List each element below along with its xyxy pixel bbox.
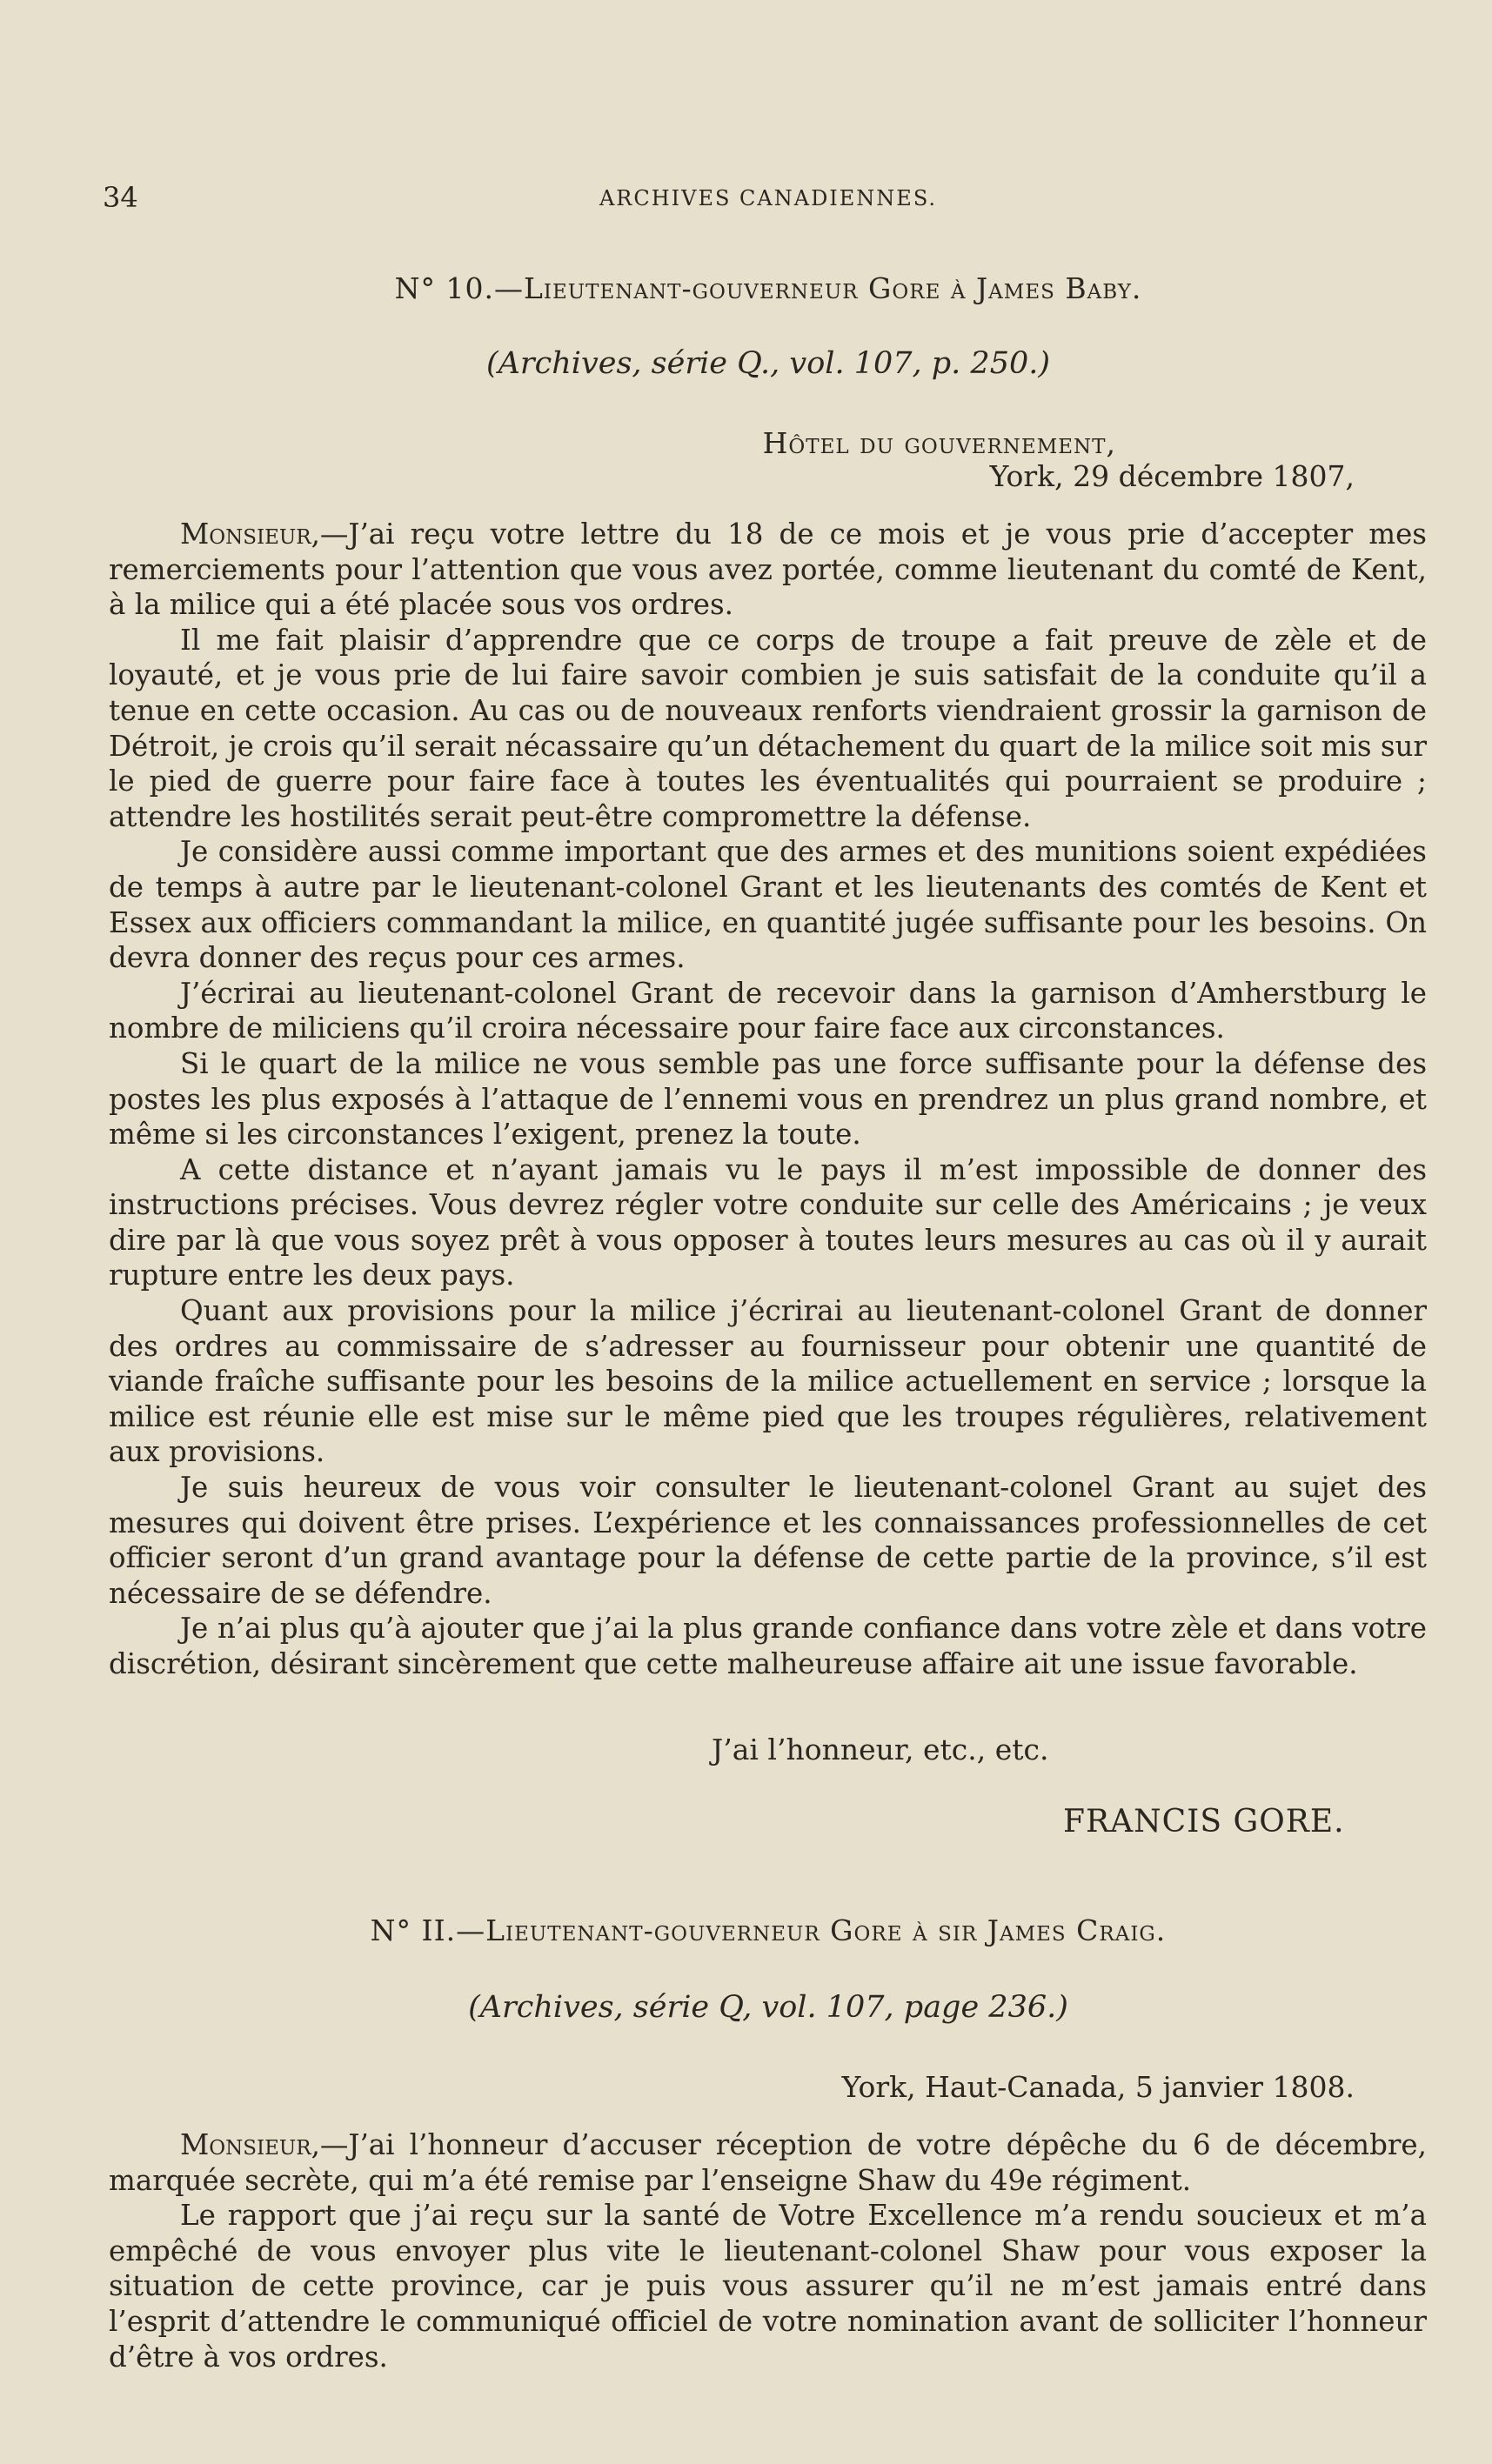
paragraph: Je n’ai plus qu’à ajouter que j’ai la plus grande confiance dans votre zèle et dans votre discrétion, désirant sincèrement que cette malheureuse affaire ait une issue favorable.	[109, 1612, 1427, 1680]
running-title: ARCHIVES CANADIENNES.	[599, 186, 938, 210]
paragraph: Je suis heureux de vous voir consulter le lieutenant-colonel Grant au sujet des mesures qui doivent être prises. L’expérience et les connaissances professionnelles de cet officier seront d’un grand avantage pour la défense de cette partie de la province, s’il est nécessaire de se défendre.	[109, 1471, 1427, 1610]
salutation: Monsieur,	[180, 2128, 320, 2161]
paragraph: Quant aux provisions pour la milice j’écrirai au lieutenant-colonel Grant de donner des ordres au commissaire de s’adresser au fournisseur pour obtenir une quantité de viande fraîche suffisante pour les besoins de la milice actuellement en service ; lorsque la milice est réunie elle est mise sur le même pied que les troupes régulières, relativement aux provisions.	[109, 1294, 1427, 1469]
letter1-place: Hôtel du gouvernement,	[762, 426, 1116, 460]
paragraph: J’écrirai au lieutenant-colonel Grant de recevoir dans la garnison d’Amherstburg le nombre de miliciens qu’il croira nécessaire pour faire face aux circonstances.	[109, 976, 1427, 1045]
paragraph: Monsieur,—J’ai l’honneur d’accuser réception de votre dépêche du 6 de décembre, marquée secrète, qui m’a été remise par l’enseigne Shaw du 49e régiment.	[109, 2128, 1427, 2197]
letter2-title: N° II.—Lieutenant-gouverneur Gore à sir James Craig.	[370, 1913, 1167, 1947]
page-number: 34	[103, 181, 138, 214]
letter2-source: (Archives, série Q, vol. 107, page 236.)	[468, 1990, 1068, 2025]
letter2-date: York, Haut-Canada, 5 janvier 1808.	[841, 2070, 1355, 2104]
paragraph: Monsieur,—J’ai reçu votre lettre du 18 de ce mois et je vous prie d’accepter mes remerciements pour l’attention que vous avez portée, comme lieutenant du comté de Kent, à la milice qui a été placée sous vos ordres.	[109, 518, 1427, 622]
letter1-date: York, 29 décembre 1807,	[989, 459, 1355, 493]
paragraph: Si le quart de la milice ne vous semble pas une force suffisante pour la défense des postes les plus exposés à l’attaque de l’ennemi vous en prendrez un plus grand nombre, et même si les circonstances l’exigent, prenez la toute.	[109, 1046, 1427, 1152]
letter1-title: N° 10.—Lieutenant-gouverneur Gore à James Baby.	[394, 271, 1142, 305]
paragraph: Le rapport que j’ai reçu sur la santé de Votre Excellence m’a rendu soucieux et m’a empêché de vous envoyer plus vite le lieutenant-colonel Shaw pour vous exposer la situation de cette province, car je puis vous assurer qu’il ne m’est jamais entré dans l’esprit d’attendre le communiqué officiel de votre nomination avant de solliciter l’honneur d’être à vos ordres.	[109, 2199, 1427, 2374]
paragraph: A cette distance et n’ayant jamais vu le pays il m’est impossible de donner des instructions précises. Vous devrez régler votre conduite sur celle des Américains ; je veux dire par là que vous soyez prêt à vous opposer à toutes leurs mesures au cas où il y aurait rupture entre les deux pays.	[109, 1152, 1427, 1292]
paragraph: Je considère aussi comme important que des armes et des munitions soient expédiées de temps à autre par le lieutenant-colonel Grant et les lieutenants des comtés de Kent et Essex aux officiers commandant la milice, en quantité jugée suffisante pour les besoins. On devra donner des reçus pour ces armes.	[109, 835, 1427, 975]
salutation: Monsieur,	[180, 518, 320, 551]
letter1-closing: J’ai l’honneur, etc., etc.	[712, 1733, 1049, 1766]
letter1-signature: FRANCIS GORE.	[1063, 1804, 1345, 1840]
page-header	[103, 181, 1434, 216]
letter1-source: (Archives, série Q., vol. 107, p. 250.)	[485, 346, 1051, 381]
paragraph: Il me fait plaisir d’apprendre que ce corps de troupe a fait preuve de zèle et de loyauté, et je vous prie de lui faire savoir combien je suis satisfait de la conduite qu’il a tenue en cette occasion. Au cas ou de nouveaux renforts viendraient grossir la garnison de Détroit, je crois qu’il serait nécassaire qu’un détachement du quart de la milice soit mis sur le pied de guerre pour faire face à toutes les éventualités qui pourraient se produire ; attendre les hostilités serait peut-être compromettre la défense.	[109, 623, 1427, 833]
letter2-body	[109, 2127, 1427, 2374]
letter1-body	[109, 517, 1427, 1682]
